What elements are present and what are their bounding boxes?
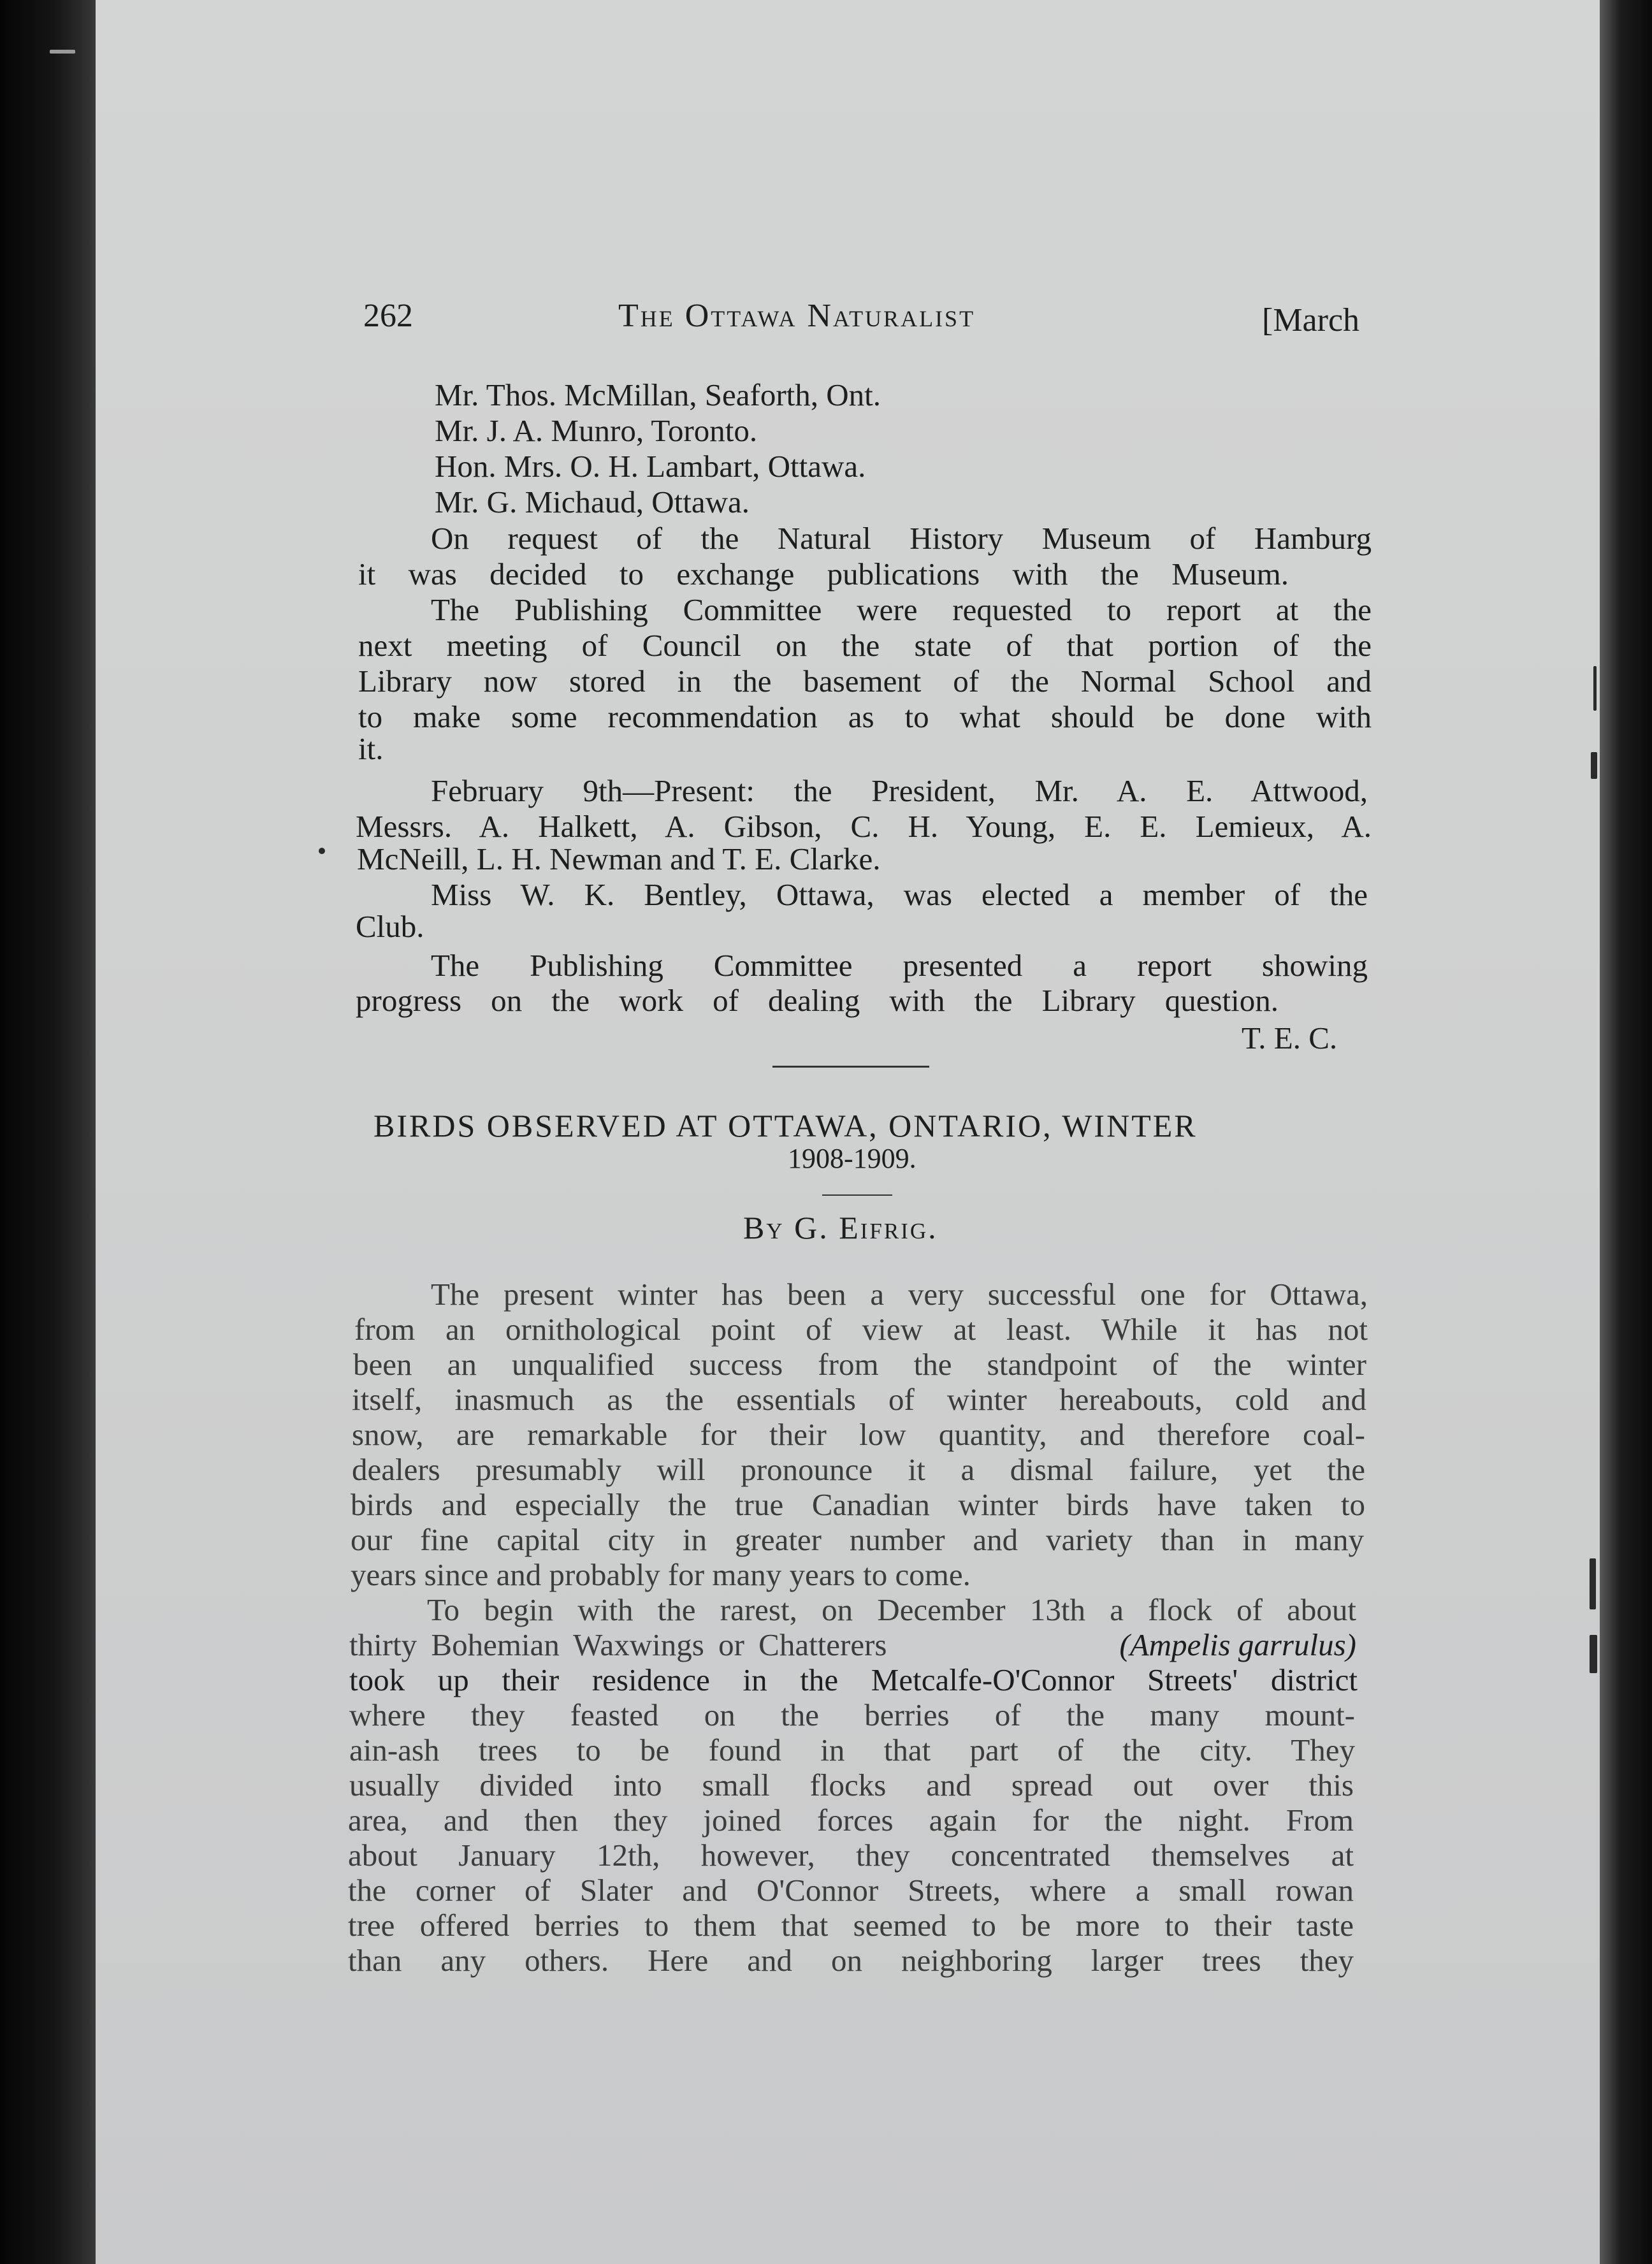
- margin-mark: [1590, 1558, 1596, 1609]
- corner-mark: [50, 50, 75, 54]
- article-title-years: 1908-1909.: [788, 1143, 917, 1174]
- body-line: than any others. Here and on neighboring larger trees they: [348, 1943, 1354, 1978]
- member-line: Mr. J. A. Munro, Toronto.: [435, 413, 758, 448]
- body-line: tree offered berries to them that seemed to be more to their taste: [348, 1908, 1354, 1943]
- section-divider: [772, 1066, 929, 1068]
- text-line: Library now stored in the basement of the Normal School and: [358, 664, 1372, 699]
- body-line: been an unqualified success from the standpoint of the winter: [353, 1347, 1366, 1382]
- journal-title: The Ottawa Naturalist: [618, 298, 976, 334]
- margin-mark: [1590, 1635, 1597, 1673]
- body-line: [349, 1627, 1356, 1663]
- member-line: Hon. Mrs. O. H. Lambart, Ottawa.: [435, 449, 866, 484]
- body-line: itself, inasmuch as the essentials of winter hereabouts, cold and: [352, 1382, 1366, 1417]
- member-line: Mr. Thos. McMillan, Seaforth, Ont.: [435, 377, 881, 412]
- month-label: [March: [1262, 302, 1360, 338]
- text-line: next meeting of Council on the state of that portion of the: [358, 628, 1372, 663]
- body-line: where they feasted on the berries of the many mount-: [349, 1697, 1355, 1732]
- text-line: to make some recommendation as to what should be done with: [358, 699, 1372, 734]
- body-line: about January 12th, however, they concentrated themselves at: [348, 1838, 1354, 1873]
- body-line: usually divided into small flocks and spread out over this: [349, 1767, 1354, 1803]
- text-line: it.: [358, 731, 384, 766]
- text-line: Miss W. K. Bentley, Ottawa, was elected a member of the: [431, 877, 1368, 912]
- page-edge-shadow: [1600, 0, 1652, 2264]
- article-byline: By G. Eifrig.: [743, 1210, 938, 1245]
- text-line: it was decided to exchange publications with the Museum.: [358, 556, 1289, 591]
- body-line: the corner of Slater and O'Connor Streets, where a small rowan: [348, 1873, 1354, 1908]
- member-line: Mr. G. Michaud, Ottawa.: [435, 484, 750, 519]
- margin-mark: [1591, 752, 1597, 779]
- body-line: snow, are remarkable for their low quantity, and therefore coal-: [352, 1417, 1365, 1452]
- text-line: The Publishing Committee presented a report showing: [431, 948, 1368, 983]
- body-line: To begin with the rarest, on December 13th a flock of about: [427, 1592, 1356, 1627]
- ink-speck: [319, 848, 325, 854]
- text-line: The Publishing Committee were requested to report at the: [431, 592, 1372, 627]
- signature-initials: T. E. C.: [1242, 1020, 1338, 1056]
- body-line-text: thirty Bohemian Waxwings or Chatterers: [349, 1627, 887, 1662]
- text-line: progress on the work of dealing with the Library question.: [356, 983, 1279, 1018]
- body-line: The present winter has been a very successful one for Ottawa,: [431, 1277, 1368, 1312]
- article-title: BIRDS OBSERVED AT OTTAWA, ONTARIO, WINTER: [373, 1108, 1198, 1143]
- body-line: area, and then they joined forces again for the night. From: [348, 1803, 1354, 1838]
- body-line: our fine capital city in greater number and variety than in many: [351, 1522, 1364, 1557]
- body-line: from an ornithological point of view at least. While it has not: [354, 1312, 1368, 1347]
- text-line: On request of the Natural History Museum of Hamburg: [431, 521, 1372, 556]
- book-spine-shadow: [0, 0, 96, 2264]
- page-number: 262: [363, 298, 413, 334]
- text-line: Messrs. A. Halkett, A. Gibson, C. H. Young, E. E. Lemieux, A.: [356, 809, 1372, 844]
- body-line: years since and probably for many years to come.: [351, 1557, 971, 1592]
- body-line: birds and especially the true Canadian winter birds have taken to: [351, 1487, 1365, 1522]
- body-line: dealers presumably will pronounce it a dismal failure, yet the: [352, 1452, 1365, 1487]
- species-name: (Ampelis garrulus): [1119, 1627, 1356, 1662]
- body-line: ain-ash trees to be found in that part of the city. They: [349, 1732, 1355, 1767]
- title-divider: [822, 1194, 892, 1196]
- margin-mark: [1593, 666, 1597, 711]
- text-line: February 9th—Present: the President, Mr. A. E. Attwood,: [431, 773, 1368, 808]
- text-line: McNeill, L. H. Newman and T. E. Clarke.: [357, 841, 881, 876]
- body-line: took up their residence in the Metcalfe-O'Connor Streets' district: [349, 1662, 1358, 1697]
- text-line: Club.: [356, 909, 424, 944]
